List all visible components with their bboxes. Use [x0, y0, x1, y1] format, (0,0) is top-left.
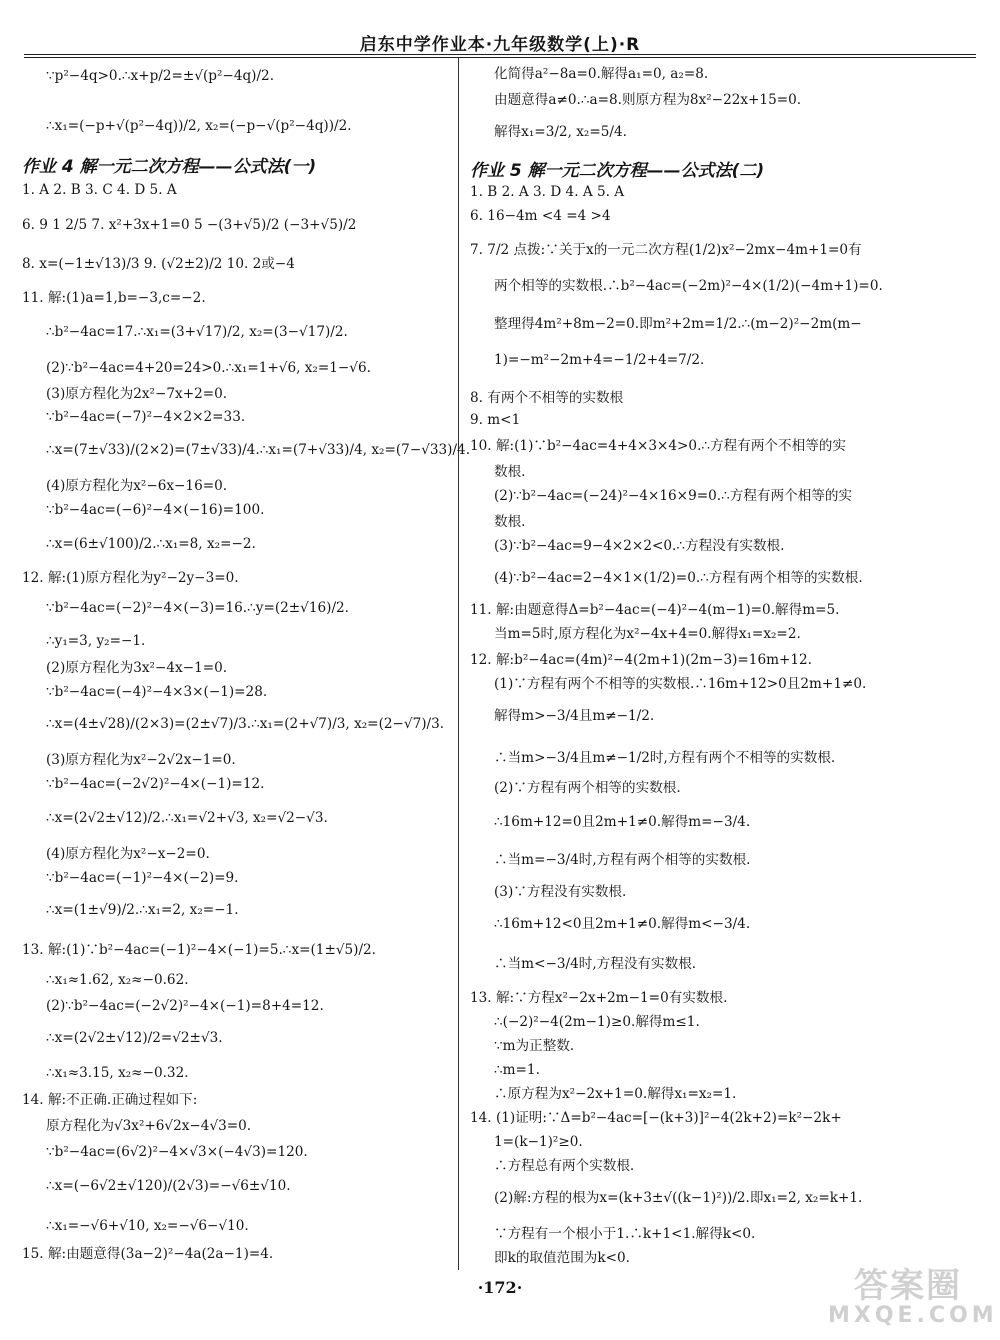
text-line: ∴x=(2√2±√12)/2.∴x₁=√2+√3, x₂=√2−√3.	[46, 810, 328, 826]
text-line: 解得m>−3/4且m≠−1/2.	[494, 708, 655, 724]
text-line: (3)∵方程没有实数根.	[494, 884, 627, 900]
text-line: 15. 解:由题意得(3a−2)²−4a(2a−1)=4.	[22, 1246, 274, 1262]
text-line: 化简得a²−8a=0.解得a₁=0, a₂=8.	[494, 66, 709, 82]
text-line: ∴x=(7±√33)/(2×2)=(7±√33)/4.∴x₁=(7+√33)/4, x₂=(7−√33)/4.	[46, 442, 471, 458]
page-number: ·172·	[477, 1278, 523, 1297]
text-line: ∵方程有一个根小于1.∴k+1<1.解得k<0.	[494, 1226, 756, 1242]
text-line: 1=(k−1)²≥0.	[494, 1134, 583, 1150]
text-line: (2)∵方程有两个相等的实数根.	[494, 780, 681, 796]
text-line: (2)∵b²−4ac=(−2√2)²−4×(−1)=8+4=12.	[46, 998, 324, 1014]
text-line: ∵p²−4q>0.∴x+p/2=±√(p²−4q)/2.	[46, 68, 275, 84]
text-line: 14. (1)证明:∵Δ=b²−4ac=[−(k+3)]²−4(2k+2)=k²−2k+	[470, 1110, 842, 1126]
text-line: 1. B 2. A 3. D 4. A 5. A	[470, 184, 625, 200]
text-line: 1. A 2. B 3. C 4. D 5. A	[22, 182, 177, 198]
text-line: ∴x=(−6√2±√120)/(2√3)=−√6±√10.	[46, 1178, 291, 1194]
text-line: (3)原方程化为2x²−7x+2=0.	[46, 386, 228, 402]
text-line: 9. m<1	[470, 412, 521, 428]
text-line: ∴x=(6±√100)/2.∴x₁=8, x₂=−2.	[46, 536, 256, 552]
text-line: 数根.	[494, 464, 526, 480]
text-line: ∴当m<−3/4时,方程没有实数根.	[494, 956, 697, 972]
text-line: ∴x₁≈3.15, x₂≈−0.32.	[46, 1065, 189, 1081]
text-line: ∴当m=−3/4时,方程有两个相等的实数根.	[494, 852, 751, 868]
text-line: ∴16m+12=0且2m+1≠0.解得m=−3/4.	[494, 814, 751, 830]
text-line: 13. 解:(1)∵b²−4ac=(−1)²−4×(−1)=5.∴x=(1±√5)/2.	[22, 942, 377, 958]
text-line: 13. 解:∵方程x²−2x+2m−1=0有实数根.	[470, 990, 728, 1006]
text-line: ∴x₁=(−p+√(p²−4q))/2, x₂=(−p−√(p²−4q))/2.	[46, 118, 352, 134]
text-line: 两个相等的实数根.∴b²−4ac=(−2m)²−4×(1/2)(−4m+1)=0.	[494, 278, 883, 294]
text-line: (3)∵b²−4ac=9−4×2×2<0.∴方程没有实数根.	[494, 538, 785, 554]
text-line: 7. 7/2 点拨:∵关于x的一元二次方程(1/2)x²−2mx−4m+1=0有	[470, 242, 862, 258]
text-line: 当m=5时,原方程化为x²−4x+4=0.解得x₁=x₂=2.	[494, 626, 801, 642]
text-line: 整理得4m²+8m−2=0.即m²+2m=1/2.∴(m−2)²−2m(m−	[494, 316, 862, 332]
text-line: ∵b²−4ac=(−1)²−4×(−2)=9.	[46, 870, 239, 886]
text-line: (2)原方程化为3x²−4x−1=0.	[46, 660, 228, 676]
column-divider	[458, 58, 459, 1270]
section-title-4: 作业 4 解一元二次方程——公式法(一)	[22, 157, 317, 177]
text-line: ∵b²−4ac=(−7)²−4×2×2=33.	[46, 409, 246, 425]
text-line: 数根.	[494, 514, 526, 530]
text-line: (3)原方程化为x²−2√2x−1=0.	[46, 752, 236, 768]
text-line: (4)原方程化为x²−6x−16=0.	[46, 478, 228, 494]
text-line: ∴16m+12<0且2m+1≠0.解得m<−3/4.	[494, 916, 751, 932]
text-line: 6. 9 1 2/5 7. x²+3x+1=0 5 −(3+√5)/2 (−3+√5)/2	[22, 217, 357, 233]
text-line: 10. 解:(1)∵b²−4ac=4+4×3×4>0.∴方程有两个不相等的实	[470, 438, 846, 454]
text-line: ∵m为正整数.	[494, 1038, 575, 1054]
text-line: ∵b²−4ac=(−2√2)²−4×(−1)=12.	[46, 776, 265, 792]
text-line: 1)=−m²−2m+4=−1/2+4=7/2.	[494, 352, 705, 368]
text-line: 12. 解:(1)原方程化为y²−2y−3=0.	[22, 570, 239, 586]
text-line: (4)原方程化为x²−x−2=0.	[46, 846, 210, 862]
text-line: 11. 解:由题意得Δ=b²−4ac=(−4)²−4(m−1)=0.解得m=5.	[470, 602, 840, 618]
text-line: ∵b²−4ac=(6√2)²−4×√3×(−4√3)=120.	[46, 1144, 308, 1160]
text-line: 解得x₁=3/2, x₂=5/4.	[494, 124, 627, 140]
text-line: ∴b²−4ac=17.∴x₁=(3+√17)/2, x₂=(3−√17)/2.	[46, 324, 348, 340]
text-line: 即k的取值范围为k<0.	[494, 1250, 630, 1266]
text-line: ∴x₁≈1.62, x₂≈−0.62.	[46, 972, 189, 988]
watermark-url: MXQE.COM	[828, 1303, 998, 1328]
text-line: ∴方程总有两个实数根.	[494, 1158, 635, 1174]
text-line: 6. 16−4m <4 =4 >4	[470, 208, 611, 224]
text-line: (2)∵b²−4ac=(−24)²−4×16×9=0.∴方程有两个相等的实	[494, 488, 853, 504]
watermark-text: 答案圈	[854, 1266, 962, 1306]
page-header: 启东中学作业本·九年级数学(上)·R	[359, 35, 641, 55]
text-line: 11. 解:(1)a=1,b=−3,c=−2.	[22, 290, 206, 306]
text-line: ∴m=1.	[494, 1062, 540, 1078]
text-line: ∴x=(1±√9)/2.∴x₁=2, x₂=−1.	[46, 902, 239, 918]
text-line: 8. x=(−1±√13)/3 9. (√2±2)/2 10. 2或−4	[22, 256, 295, 272]
text-line: ∴x=(2√2±√12)/2=√2±√3.	[46, 1030, 223, 1046]
text-line: ∴y₁=3, y₂=−1.	[46, 633, 146, 649]
watermark-logo	[828, 1266, 998, 1330]
text-line: (1)∵方程有两个不相等的实数根.∴16m+12>0且2m+1≠0.	[494, 676, 867, 692]
text-line: ∵b²−4ac=(−6)²−4×(−16)=100.	[46, 502, 265, 518]
text-line: (2)解:方程的根为x=(k+3±√((k−1)²))/2.即x₁=2, x₂=k+1.	[494, 1190, 863, 1206]
text-line: ∵b²−4ac=(−4)²−4×3×(−1)=28.	[46, 684, 268, 700]
section-title-5: 作业 5 解一元二次方程——公式法(二)	[470, 161, 765, 181]
text-line: (4)∵b²−4ac=2−4×1×(1/2)=0.∴方程有两个相等的实数根.	[494, 570, 863, 586]
text-line: ∴(−2)²−4(2m−1)≥0.解得m≤1.	[494, 1014, 700, 1030]
text-line: ∴x=(4±√28)/(2×3)=(2±√7)/3.∴x₁=(2+√7)/3, x₂=(2−√7)/3.	[46, 716, 445, 732]
text-line: 原方程化为√3x²+6√2x−4√3=0.	[46, 1118, 252, 1134]
text-line: 由题意得a≠0.∴a=8.则原方程为8x²−22x+15=0.	[494, 92, 802, 108]
text-line: (2)∵b²−4ac=4+20=24>0.∴x₁=1+√6, x₂=1−√6.	[46, 360, 371, 376]
text-line: 14. 解:不正确.正确过程如下:	[22, 1092, 198, 1108]
text-line: 8. 有两个不相等的实数根	[470, 390, 624, 406]
text-line: ∴当m>−3/4且m≠−1/2时,方程有两个不相等的实数根.	[494, 750, 836, 766]
text-line: ∵b²−4ac=(−2)²−4×(−3)=16.∴y=(2±√16)/2.	[46, 600, 349, 616]
text-line: 12. 解:b²−4ac=(4m)²−4(2m+1)(2m−3)=16m+12.	[470, 652, 813, 668]
text-line: ∴x₁=−√6+√10, x₂=−√6−√10.	[46, 1218, 249, 1234]
header-rule	[24, 54, 976, 55]
text-line: ∴原方程为x²−2x+1=0.解得x₁=x₂=1.	[494, 1086, 737, 1102]
header-rule-thin	[24, 57, 976, 58]
